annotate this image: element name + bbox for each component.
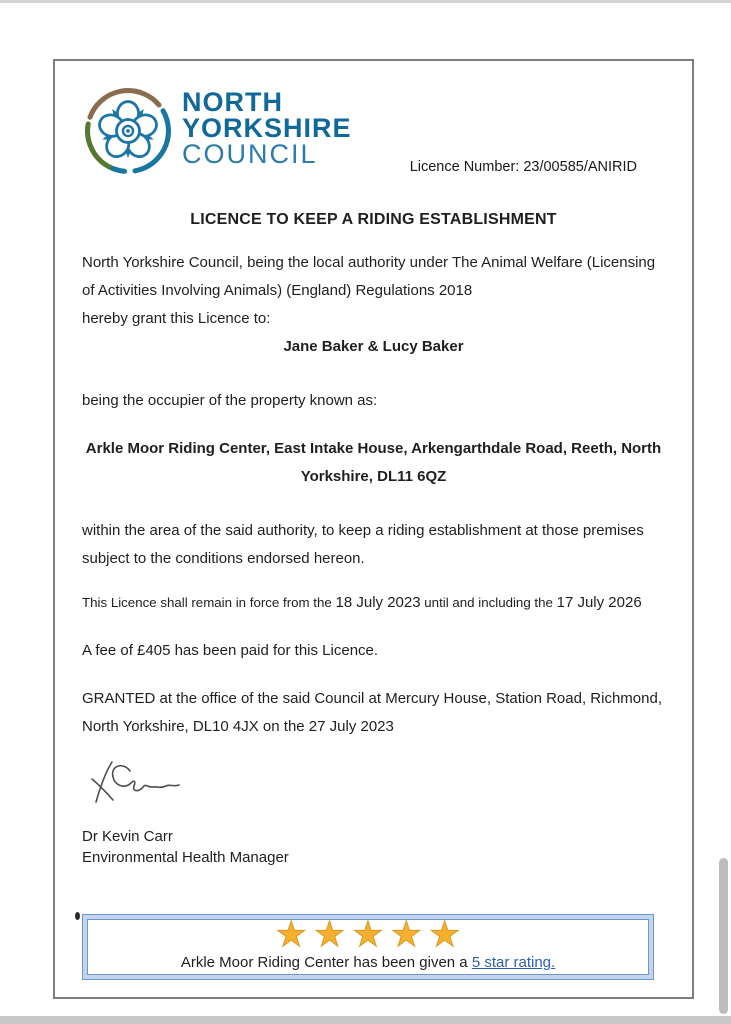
intro-paragraph [82,249,665,361]
property-address-line-1: Arkle Moor Riding Center, East Intake House, Arkengarthdale Road, Reeth, North [85,440,662,457]
rating-link[interactable]: 5 star rating. [471,954,556,971]
authority-line-1: within the area of the said authority, to keep a riding establishment at those premises [82,522,644,539]
authority-paragraph [82,517,665,573]
granted-line-1: GRANTED at the office of the said Council at Mercury House, Station Road, Richmond, [82,690,662,707]
granted-paragraph [82,685,665,741]
signature-icon [82,757,202,809]
validity-line [82,589,665,617]
horizontal-scrollbar[interactable] [0,1016,731,1024]
granted-line-2: North Yorkshire, DL10 4JX on the 27 July 2023 [82,718,394,735]
authority-line-2: subject to the conditions endorsed hereon. [82,550,365,567]
licence-number: Licence Number: 23/00585/ANIRID [409,159,637,175]
fee-line: A fee of £405 has been paid for this Licence. [82,642,379,659]
rating-text [83,954,653,972]
occupier-line: being the occupier of the property known as: [82,392,378,409]
intro-line-1: North Yorkshire Council, being the local authority under The Animal Welfare (Licensing [82,254,656,271]
property-address [82,435,665,491]
stray-mark [75,912,80,920]
vertical-scrollbar-thumb[interactable] [719,858,728,1014]
council-logo-wordmark [182,89,352,167]
validity-start-date: 18 July 2023 [335,594,421,611]
property-address-line-2: Yorkshire, DL11 6QZ [300,468,447,485]
document-header [82,85,665,177]
yorkshire-rose-logo-icon [82,85,174,177]
rating-box [82,914,654,980]
validity-prefix: This Licence shall remain in force from the [82,595,336,610]
validity-end-date: 17 July 2026 [556,594,642,611]
window-top-edge [0,0,731,3]
five-star-rating-icons: ★★★★★ [275,915,468,954]
validity-middle: until and including the [420,595,557,610]
logo-word-north: NORTH [182,87,283,117]
signatory-block [82,826,665,868]
signatory-role: Environmental Health Manager [82,849,289,866]
page-title: LICENCE TO KEEP A RIDING ESTABLISHMENT [190,211,557,228]
logo-word-council: COUNCIL [182,139,318,169]
grant-line: hereby grant this Licence to: [82,310,271,327]
rating-text-prefix: Arkle Moor Riding Center has been given a [180,954,472,971]
licence-document-page [53,59,694,999]
rating-banner [82,914,654,980]
logo-word-yorkshire: YORKSHIRE [182,113,352,143]
licensee-name: Jane Baker & Lucy Baker [283,338,464,355]
intro-line-2: of Activities Involving Animals) (England) Regulations 2018 [82,282,473,299]
signatory-name: Dr Kevin Carr [82,828,173,845]
